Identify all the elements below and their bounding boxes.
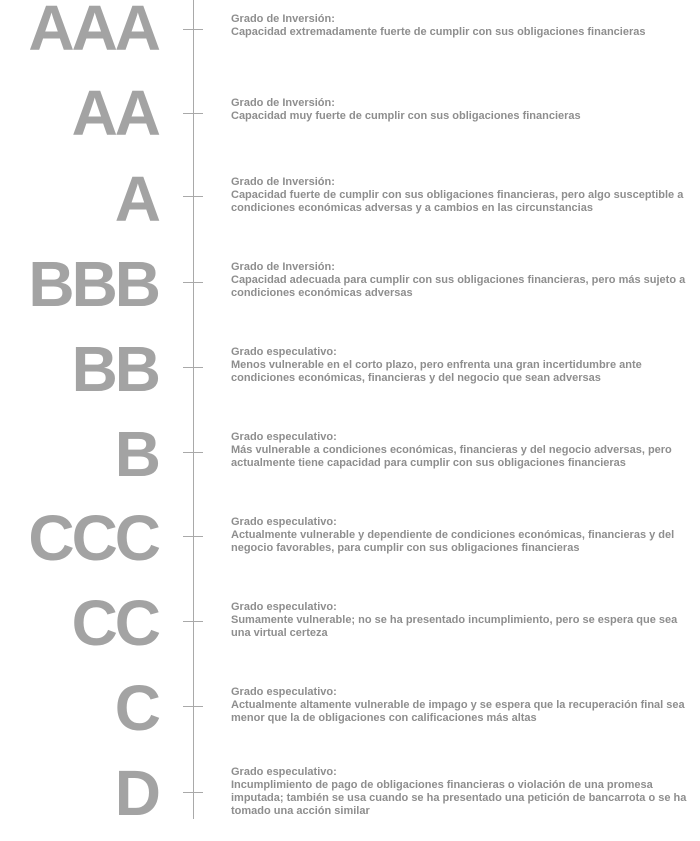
rating-code: C	[114, 672, 158, 744]
rating-grade: Grado especulativo:	[231, 346, 337, 358]
rating-code: AAA	[28, 0, 158, 64]
rating-text: Actualmente altamente vulnerable de impago y se espera que la recuperación final sea menor que la de obligaciones con calificaciones más altas	[231, 699, 685, 724]
rating-description	[231, 601, 693, 640]
rating-grade: Grado especulativo:	[231, 601, 337, 613]
rating-row-bbb	[0, 248, 700, 332]
rating-description	[231, 13, 693, 39]
rating-code: BBB	[28, 248, 158, 320]
rating-text: Capacidad muy fuerte de cumplir con sus obligaciones financieras	[231, 110, 581, 122]
rating-grade: Grado especulativo:	[231, 686, 337, 698]
rating-code: CC	[71, 587, 158, 659]
rating-grade: Grado especulativo:	[231, 516, 337, 528]
rating-code: D	[114, 757, 158, 829]
rating-grade: Grado de Inversión:	[231, 13, 335, 25]
rating-text: Capacidad adecuada para cumplir con sus obligaciones financieras, pero más sujeto a condiciones económicas adversas	[231, 274, 686, 299]
rating-description	[231, 261, 693, 300]
rating-code: BB	[71, 333, 158, 405]
rating-row-b	[0, 418, 700, 502]
axis-tick	[183, 196, 203, 197]
rating-grade: Grado especulativo:	[231, 766, 337, 778]
rating-text: Sumamente vulnerable; no se ha presentado incumplimiento, pero se espera que sea una virtual certeza	[231, 614, 678, 639]
rating-row-c	[0, 672, 700, 756]
rating-row-cc	[0, 587, 700, 671]
rating-grade: Grado de Inversión:	[231, 97, 335, 109]
rating-row-bb	[0, 333, 700, 417]
rating-grade: Grado especulativo:	[231, 431, 337, 443]
rating-row-aa	[0, 77, 700, 162]
rating-description	[231, 766, 693, 818]
rating-row-d	[0, 757, 700, 841]
rating-grade: Grado de Inversión:	[231, 176, 335, 188]
axis-tick	[183, 282, 203, 283]
rating-code: CCC	[28, 502, 158, 574]
rating-row-a	[0, 163, 700, 247]
rating-text: Menos vulnerable en el corto plazo, pero enfrenta una gran incertidumbre ante condiciones económicas, financieras y del negocio que sean adversas	[231, 359, 642, 384]
axis-tick	[183, 29, 203, 30]
rating-text: Capacidad extremadamente fuerte de cumplir con sus obligaciones financieras	[231, 26, 646, 38]
rating-code: AA	[71, 77, 158, 149]
rating-description	[231, 176, 693, 215]
rating-description	[231, 97, 693, 123]
rating-grade: Grado de Inversión:	[231, 261, 335, 273]
rating-description	[231, 516, 693, 555]
rating-description	[231, 431, 693, 470]
rating-text: Incumplimiento de pago de obligaciones financieras o violación de una promesa imputada; también se usa cuando se ha presentado una petición de bancarrota o se ha tomado una acción similar	[231, 779, 687, 817]
axis-tick	[183, 621, 203, 622]
rating-code: B	[114, 418, 158, 490]
rating-text: Capacidad fuerte de cumplir con sus obligaciones financieras, pero algo susceptible a condiciones económicas adversas y a cambios en las circunstancias	[231, 189, 684, 214]
rating-text: Actualmente vulnerable y dependiente de condiciones económicas, financieras y del negocio favorables, para cumplir con sus obligaciones financieras	[231, 529, 675, 554]
axis-tick	[183, 536, 203, 537]
axis-tick	[183, 452, 203, 453]
rating-text: Más vulnerable a condiciones económicas, financieras y del negocio adversas, pero actualmente tiene capacidad para cumplir con sus obligaciones financieras	[231, 444, 672, 469]
axis-tick	[183, 113, 203, 114]
rating-description	[231, 686, 693, 725]
rating-row-aaa	[0, 0, 700, 80]
axis-tick	[183, 367, 203, 368]
axis-tick	[183, 792, 203, 793]
rating-row-ccc	[0, 502, 700, 586]
rating-description	[231, 346, 693, 385]
rating-code: A	[114, 163, 158, 235]
axis-tick	[183, 706, 203, 707]
